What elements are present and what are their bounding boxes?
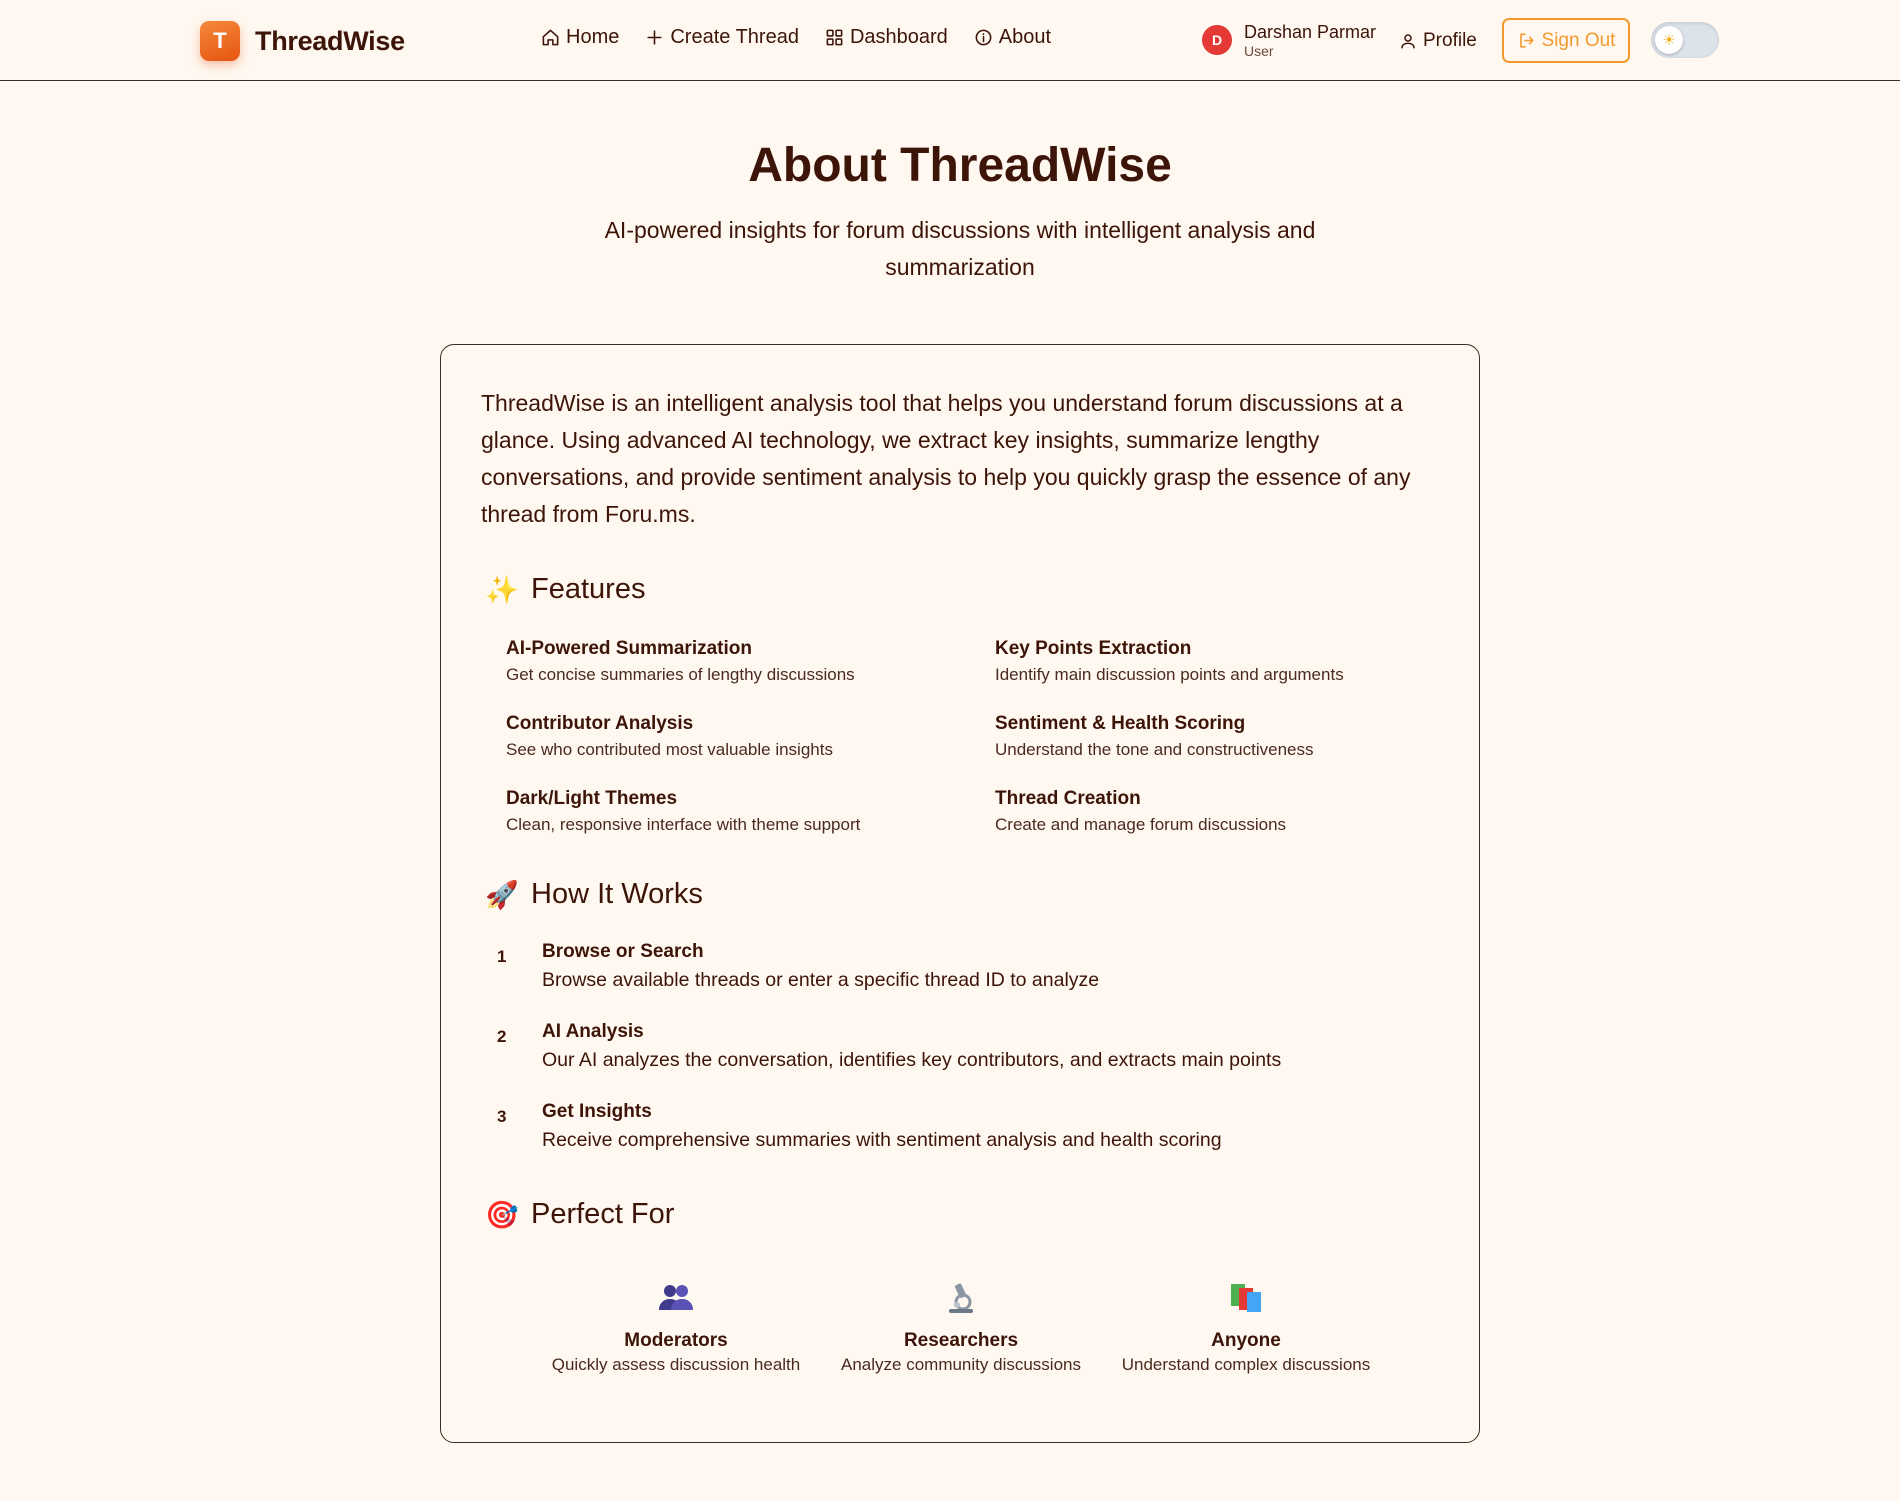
user-info — [1202, 22, 1376, 59]
rocket-icon: 🚀 — [485, 879, 519, 910]
nav-create-thread-label: Create Thread — [670, 26, 799, 48]
nav-about[interactable] — [974, 26, 1051, 49]
top-navbar — [0, 0, 1900, 81]
feature-title: AI-Powered Summarization — [506, 638, 752, 659]
feature-item — [995, 786, 1455, 838]
microscope-icon — [943, 1282, 979, 1314]
audience-title: Moderators — [624, 1330, 728, 1351]
feature-desc: Identify main discussion points and arguments — [995, 665, 1344, 684]
sun-icon: ☀ — [1655, 26, 1683, 54]
step-number: 3 — [497, 1107, 507, 1126]
sign-out-label: Sign Out — [1541, 29, 1616, 51]
step-number: 1 — [497, 947, 507, 966]
audience-card — [1096, 1280, 1396, 1375]
feature-item — [506, 786, 966, 838]
page-subtitle: AI-powered insights for forum discussions with intelligent analysis and summarization — [604, 217, 1316, 280]
info-icon — [974, 28, 993, 47]
theme-toggle[interactable] — [1651, 22, 1719, 58]
logo-badge: T — [200, 21, 240, 61]
step-title: AI Analysis — [542, 1021, 644, 1042]
feature-title: Dark/Light Themes — [506, 788, 678, 809]
step-desc: Receive comprehensive summaries with sentiment analysis and health scoring — [542, 1129, 1222, 1151]
grid-icon — [825, 28, 844, 47]
feature-item — [506, 711, 966, 763]
step-title: Browse or Search — [542, 941, 704, 962]
feature-title: Thread Creation — [995, 788, 1141, 809]
user-role: User — [1244, 42, 1274, 59]
feature-title: Key Points Extraction — [995, 638, 1192, 659]
user-name: Darshan Parmar — [1244, 22, 1377, 42]
user-icon — [1399, 32, 1417, 50]
feature-item — [995, 711, 1455, 763]
audience-desc: Understand complex discussions — [1121, 1355, 1371, 1374]
feature-item — [506, 636, 966, 688]
avatar: D — [1202, 25, 1232, 55]
audience-title: Anyone — [1211, 1330, 1281, 1351]
feature-desc: Get concise summaries of lengthy discussions — [506, 665, 855, 684]
people-icon — [658, 1282, 694, 1314]
page-title: About ThreadWise — [748, 139, 1172, 192]
feature-item — [995, 636, 1455, 688]
profile-link[interactable] — [1399, 30, 1477, 52]
audience-desc: Analyze community discussions — [841, 1355, 1081, 1374]
features-title: Features — [531, 573, 646, 605]
nav-dashboard[interactable] — [825, 26, 948, 49]
how-it-works-heading — [485, 878, 703, 911]
features-heading — [485, 573, 645, 606]
profile-label: Profile — [1423, 30, 1477, 51]
feature-desc: See who contributed most valuable insights — [506, 740, 833, 759]
audience-card — [526, 1280, 826, 1375]
feature-title: Sentiment & Health Scoring — [995, 713, 1246, 734]
nav-home[interactable] — [541, 26, 619, 49]
home-icon — [541, 28, 560, 47]
feature-desc: Create and manage forum discussions — [995, 815, 1287, 834]
feature-title: Contributor Analysis — [506, 713, 694, 734]
books-icon — [1228, 1282, 1264, 1314]
step-desc: Browse available threads or enter a specific thread ID to analyze — [542, 969, 1100, 991]
step-number: 2 — [497, 1027, 507, 1046]
audience-title: Researchers — [903, 1330, 1019, 1351]
step-title: Get Insights — [542, 1101, 652, 1122]
main-nav — [541, 26, 1077, 49]
app-name: ThreadWise — [255, 25, 405, 56]
audience-card — [811, 1280, 1111, 1375]
about-card — [440, 344, 1480, 1443]
plus-icon — [645, 28, 664, 47]
audience-desc: Quickly assess discussion health — [551, 1355, 801, 1374]
perfect-for-heading — [485, 1198, 674, 1231]
target-icon: 🎯 — [485, 1199, 519, 1230]
feature-desc: Understand the tone and constructiveness — [995, 740, 1314, 759]
nav-home-label: Home — [566, 26, 620, 48]
sign-out-button[interactable] — [1502, 18, 1630, 63]
sparkles-icon: ✨ — [485, 574, 519, 605]
feature-desc: Clean, responsive interface with theme support — [506, 815, 861, 834]
how-it-works-title: How It Works — [531, 878, 703, 910]
nav-create-thread[interactable] — [645, 26, 799, 49]
sign-out-icon — [1517, 31, 1536, 50]
logo-link[interactable] — [200, 21, 405, 61]
nav-about-label: About — [998, 26, 1052, 48]
intro-paragraph: ThreadWise is an intelligent analysis tool that helps you understand forum discussions at a glance. Using advanced AI technology, we extract key insights, summarize lengthy conversations, and provide sentiment analysis to help you quickly grasp the essence of any thread from Foru.ms. — [481, 390, 1411, 527]
perfect-for-title: Perfect For — [531, 1198, 675, 1230]
step-desc: Our AI analyzes the conversation, identifies key contributors, and extracts main points — [542, 1049, 1282, 1071]
nav-dashboard-label: Dashboard — [849, 26, 948, 48]
